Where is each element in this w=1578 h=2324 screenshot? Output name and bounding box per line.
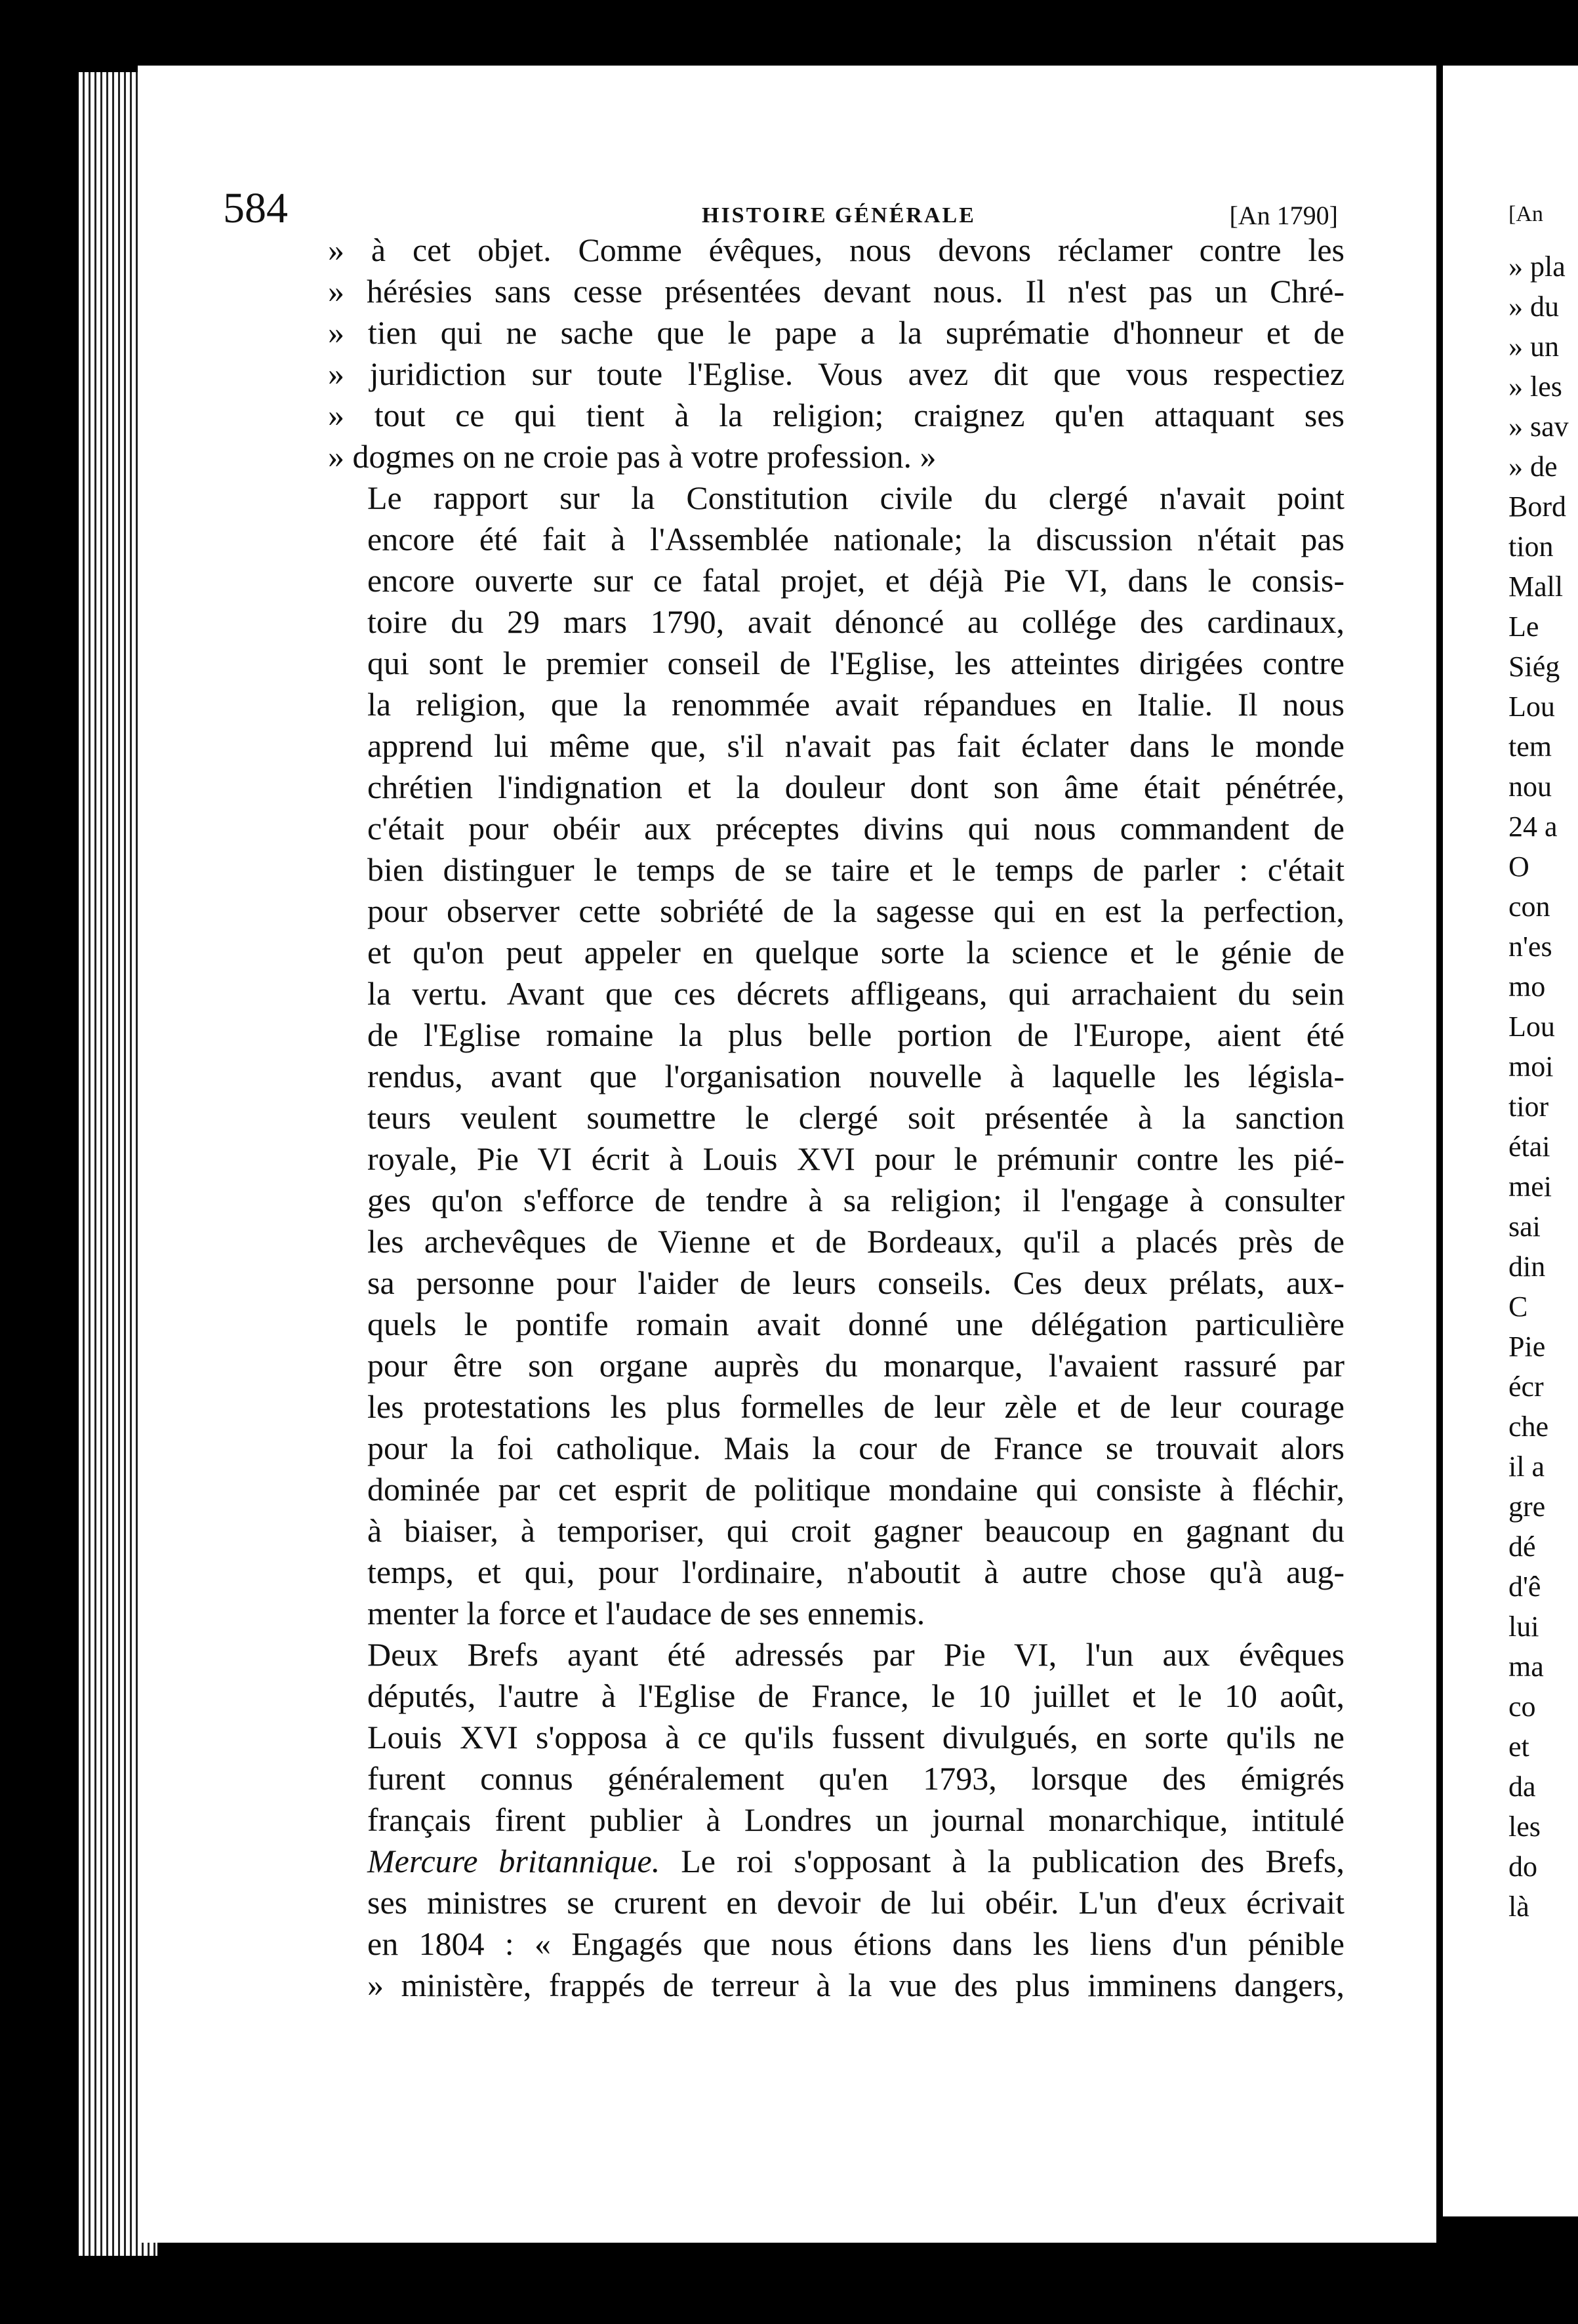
text-line: dominée par cet esprit de politique mondaine qui consiste à fléchir, [367,1471,1345,1508]
text-line: encore été fait à l'Assemblée nationale; la discussion n'était pas [367,521,1345,557]
facing-page-fragment: Mall [1508,571,1564,603]
text-line: apprend lui même que, s'il n'avait pas fait éclater dans le monde [367,727,1345,764]
facing-page-fragment: sai [1508,1211,1541,1243]
facing-page-fragment: din [1508,1251,1546,1283]
paragraph-3 [328,1634,1345,2006]
facing-page-fragment: lui [1508,1611,1539,1643]
facing-page-fragment: d'ê [1508,1571,1541,1603]
facing-page-fragment: tion [1508,531,1554,563]
facing-page-fragment: » du [1508,290,1559,323]
text-line: à biaiser, à temporiser, qui croit gagner beaucoup en gagnant du [367,1512,1345,1549]
text-line: » tout ce qui tient à la religion; craignez qu'en attaquant ses [328,395,1345,436]
text-line: en 1804 : « Engagés que nous étions dans les liens d'un pénible [367,1925,1345,1962]
facing-page-fragment: nou [1508,771,1552,803]
text-line: pour observer cette sobriété de la sagesse qui en est la perfection, [367,892,1345,929]
text-line: députés, l'autre à l'Eglise de France, le 10 juillet et le 10 août, [367,1677,1345,1714]
facing-page-fragment: les [1508,1811,1541,1843]
text-line: furent connus généralement qu'en 1793, lorsque des émigrés [367,1760,1345,1797]
text-line: » ministère, frappés de terreur à la vue des plus imminens dangers, [328,1965,1345,2006]
text-fragment: Le roi s'opposant à la publication des Brefs, [660,1843,1345,1879]
page-number: 584 [223,184,288,232]
text-line: la vertu. Avant que ces décrets affligeans, qui arrachaient du sein [367,975,1345,1012]
facing-page-fragment: » pla [1508,250,1566,283]
text-line: » tien qui ne sache que le pape a la suprématie d'honneur et de [328,312,1345,353]
facing-page-fragment: Lou [1508,1011,1555,1043]
main-text [328,230,1345,2006]
text-line: ses ministres se crurent en devoir de lui obéir. L'un d'eux écrivait [367,1884,1345,1921]
text-line: royale, Pie VI écrit à Louis XVI pour le prémunir contre les pié- [367,1140,1345,1177]
text-line: les protestations les plus formelles de leur zèle et de leur courage [367,1388,1345,1425]
text-line: » dogmes on ne croie pas à votre profession. » [328,436,1345,477]
text-line: pour la foi catholique. Mais la cour de France se trouvait alors [367,1430,1345,1466]
page-header [223,184,1338,236]
facing-page-fragment: étai [1508,1131,1550,1163]
facing-page-fragment: là [1508,1891,1529,1923]
text-line: toire du 29 mars 1790, avait dénoncé au collége des cardinaux, [367,603,1345,640]
facing-page-fragment: gre [1508,1491,1546,1523]
text-line: qui sont le premier conseil de l'Eglise, les atteintes dirigées contre [367,645,1345,681]
facing-page-fragment: Lou [1508,691,1555,723]
text-line: Louis XVI s'opposa à ce qu'ils fussent divulgués, en sorte qu'ils ne [367,1719,1345,1755]
facing-page-fragment: et [1508,1731,1529,1763]
facing-page-fragment: che [1508,1411,1549,1443]
facing-page-fragment: mo [1508,971,1546,1003]
facing-page-fragment: da [1508,1771,1536,1803]
text-line: c'était pour obéir aux préceptes divins qui nous commandent de [367,810,1345,847]
journal-title: Mercure britannique. [367,1843,660,1879]
text-line: » à cet objet. Comme évêques, nous devons réclamer contre les [328,230,1345,271]
text-line: quels le pontife romain avait donné une délégation particulière [367,1306,1345,1342]
text-line: encore ouverte sur ce fatal projet, et déjà Pie VI, dans le consis- [367,562,1345,599]
facing-page-fragment: con [1508,891,1550,923]
facing-page-fragment: ma [1508,1651,1544,1683]
text-line: » hérésies sans cesse présentées devant nous. Il n'est pas un Chré- [328,271,1345,312]
text-line: menter la force et l'audace de ses ennemis. [367,1595,925,1632]
facing-page-fragment: co [1508,1691,1536,1723]
text-line: rendus, avant que l'organisation nouvelle à laquelle les législa- [367,1058,1345,1094]
paragraph-1 [328,230,1345,477]
facing-page-fragment: tior [1508,1091,1549,1123]
facing-page-fragment: n'es [1508,931,1552,963]
text-line: les archevêques de Vienne et de Bordeaux, qu'il a placés près de [367,1223,1345,1260]
text-line: français firent publier à Londres un journal monarchique, intitulé [367,1801,1345,1838]
text-line: Le rapport sur la Constitution civile du clergé n'avait point [367,479,1345,516]
facing-page-fragment: dé [1508,1531,1536,1563]
text-line: sa personne pour l'aider de leurs conseils. Ces deux prélats, aux- [367,1264,1345,1301]
facing-page-fragment: C [1508,1291,1528,1323]
text-line: teurs veulent soumettre le clergé soit présentée à la sanction [367,1099,1345,1136]
facing-page-fragment: il a [1508,1451,1545,1483]
facing-page-fragment: do [1508,1851,1537,1883]
facing-page-fragment: 24 a [1508,811,1558,843]
text-line: la religion, que la renommée avait répandues en Italie. Il nous [367,686,1345,723]
facing-page-fragment: Siég [1508,651,1560,683]
facing-page-fragment: O [1508,851,1529,883]
text-line [328,1841,1345,1882]
facing-page-fragment: » un [1508,331,1559,363]
facing-page-fragment: Pie [1508,1331,1546,1363]
text-line: pour être son organe auprès du monarque, l'avaient rassuré par [367,1347,1345,1384]
text-line: de l'Eglise romaine la plus belle portion de l'Europe, aient été [367,1016,1345,1053]
text-line: chrétien l'indignation et la douleur dont son âme était pénétrée, [367,769,1345,805]
text-line: bien distinguer le temps de se taire et le temps de parler : c'était [367,851,1345,888]
text-line: ges qu'on s'efforce de tendre à sa religion; il l'engage à consulter [367,1182,1345,1218]
text-line: et qu'on peut appeler en quelque sorte la science et le génie de [367,934,1345,971]
paragraph-2 [328,477,1345,1634]
facing-page-fragment: moi [1508,1051,1554,1083]
facing-page-fragment: » sav [1508,411,1569,443]
facing-page [1443,66,1578,2216]
facing-page-fragment: Le [1508,611,1539,643]
facing-page-fragment: » de [1508,451,1558,483]
facing-page-fragment: tem [1508,731,1552,763]
text-line: » juridiction sur toute l'Eglise. Vous avez dit que vous respectiez [328,353,1345,395]
running-title: HISTOIRE GÉNÉRALE [702,203,976,228]
facing-page-fragment: mei [1508,1171,1552,1203]
facing-page-fragment: » les [1508,371,1562,403]
facing-page-fragment: [An [1508,202,1543,226]
facing-page-fragment: Bord [1508,491,1566,523]
text-line: Deux Brefs ayant été adressés par Pie VI, l'un aux évêques [367,1636,1345,1673]
facing-page-fragment: écr [1508,1371,1544,1403]
header-date: [An 1790] [1229,201,1338,230]
text-line: temps, et qui, pour l'ordinaire, n'aboutit à autre chose qu'à aug- [367,1553,1345,1590]
